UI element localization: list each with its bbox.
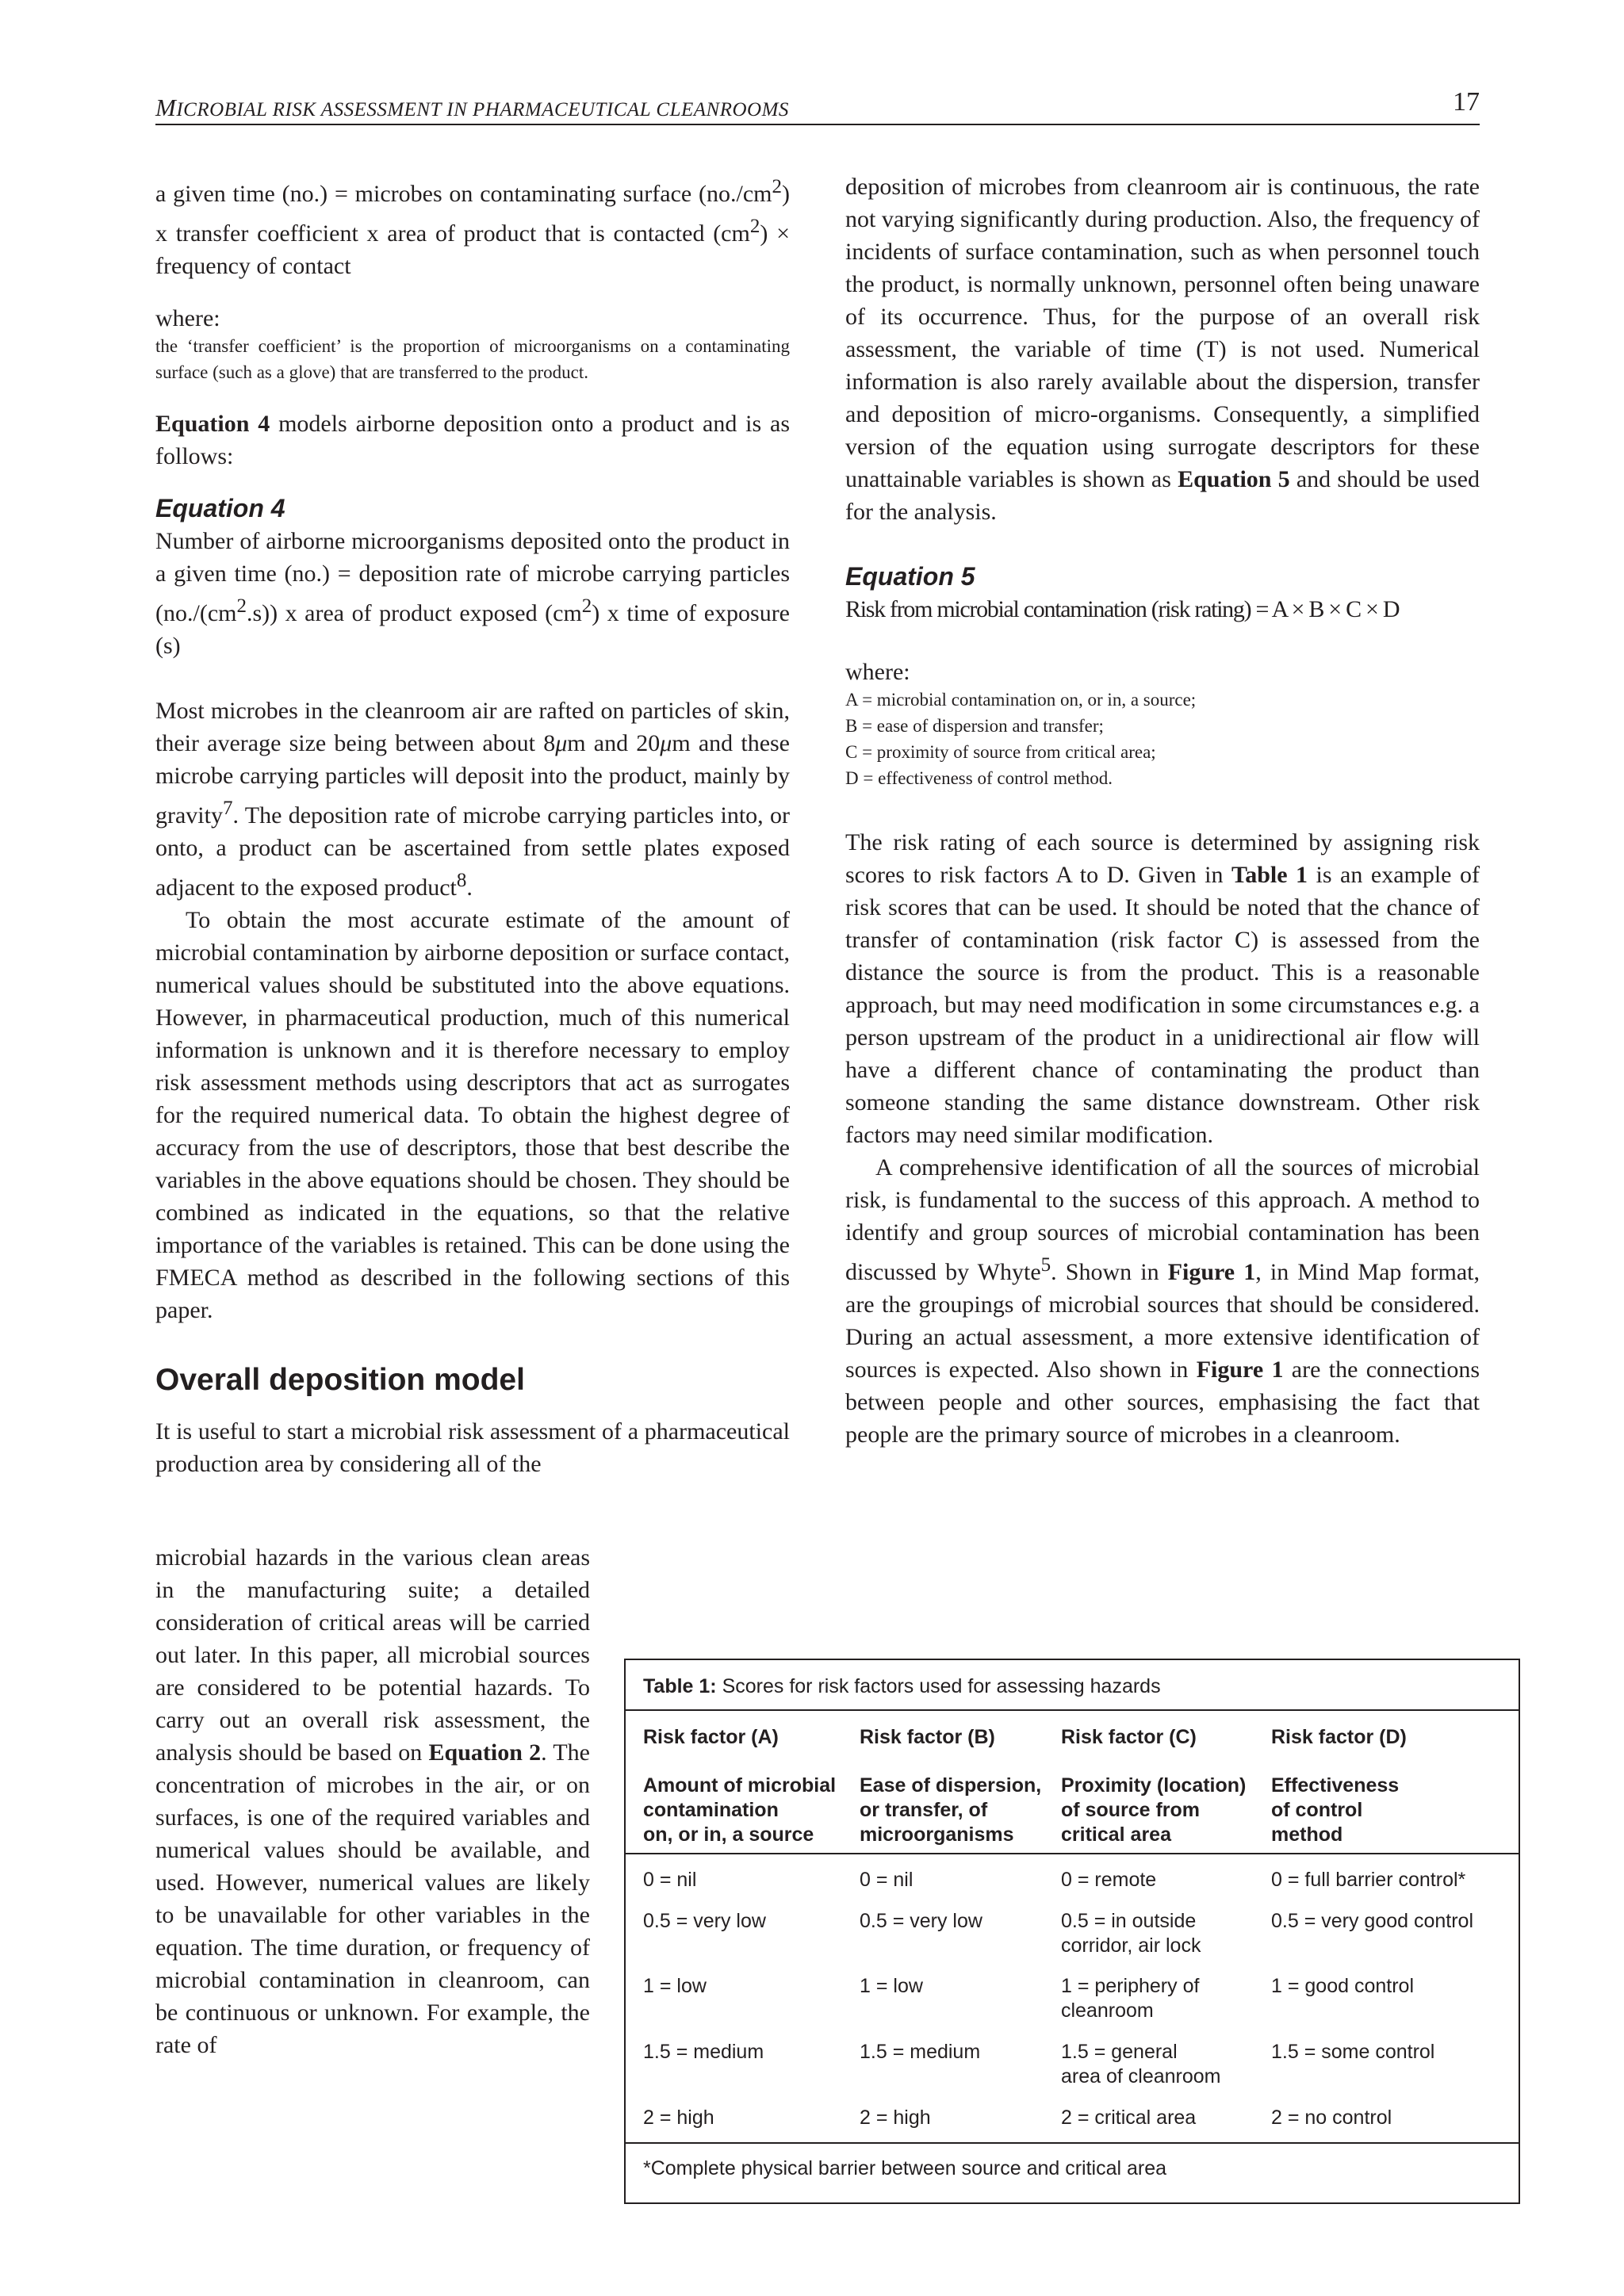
table-rule xyxy=(626,1853,1519,1854)
p1-text-e: . xyxy=(466,874,473,901)
table-cell: 2 = no control xyxy=(1271,2107,1392,2129)
eq4-sup-1: 2 xyxy=(236,595,247,617)
p1-text-c: m and these microbe carrying particles will deposit into the product, mainly by gravity xyxy=(155,730,790,828)
transfer-coefficient-definition: the ‘transfer coefficient’ is the proportion of microorganisms on a contaminating surface (such as a glove) that are transferred to the product. xyxy=(155,336,790,382)
table-cell: 1 = low xyxy=(860,1975,923,1997)
rp1-text-b: and should be used for the analysis. xyxy=(845,466,1480,525)
table-rule xyxy=(626,1709,1519,1711)
paragraph-identification xyxy=(845,1151,1480,1451)
running-title-rest: ICROBIAL RISK ASSESSMENT IN PHARMACEUTICAL CLEANROOMS xyxy=(176,99,789,121)
table-1 xyxy=(624,1659,1520,2204)
eq3-text-b: ) x transfer coefficient x area of product that is contacted (cm xyxy=(155,181,790,247)
equation-5-ref: Equation 5 xyxy=(1178,466,1290,492)
table-cell: 1 = good control xyxy=(1271,1975,1414,1997)
subheader-line: on, or in, a source xyxy=(643,1823,814,1846)
paragraph-risk-rating xyxy=(845,826,1480,1151)
mu-symbol: μ xyxy=(555,730,568,756)
right-column xyxy=(845,170,1480,1451)
p1-text-b: m and 20 xyxy=(567,730,661,756)
table-cell xyxy=(1061,2040,1221,2089)
table-cell: 1.5 = medium xyxy=(860,2041,981,2063)
left-column xyxy=(155,170,790,1480)
table-caption-text: Scores for risk factors used for assessing hazards xyxy=(716,1675,1161,1697)
column-subheader xyxy=(860,1774,1041,1847)
subheader-line: Proximity (location) xyxy=(1061,1774,1247,1797)
column-header: Risk factor (B) xyxy=(860,1726,995,1748)
table-cell: 0 = nil xyxy=(860,1869,914,1891)
table-cell: 0 = nil xyxy=(643,1869,697,1891)
definition-d: D = effectiveness of control method. xyxy=(845,768,1113,788)
table-cell xyxy=(1061,1974,1199,2023)
eq3-text-a: a given time (no.) = microbes on contaminating surface (no./cm xyxy=(155,181,772,207)
p3-text-a: microbial hazards in the various clean areas in the manufacturing suite; a detailed consideration of critical areas will be carried out later. In this paper, all microbial sources are considered to be potential hazards. To carry out an overall risk assessment, the analysis should be based on xyxy=(155,1544,590,1766)
table-rule xyxy=(626,2142,1519,2144)
table-caption xyxy=(643,1674,1161,1699)
rp3-text-b: . Shown in xyxy=(1051,1259,1168,1285)
running-header xyxy=(155,87,1480,125)
cell-line: area of cleanroom xyxy=(1061,2065,1221,2087)
subheader-line: or transfer, of xyxy=(860,1799,988,1821)
section-heading: Overall deposition model xyxy=(155,1363,525,1397)
cell-line: cleanroom xyxy=(1061,1999,1154,2022)
running-title-initial: M xyxy=(155,94,177,121)
cell-line: 0.5 = in outside xyxy=(1061,1910,1197,1932)
paragraph-skin-particles xyxy=(155,695,790,904)
rp1-text-a: deposition of microbes from cleanroom air is continuous, the rate not varying significantly during production. Also, the frequency of incidents of surface contamination, such as when personnel touch the product, is normally unknown, personnel often being unaware of its occurrence. Thus, for the purpose of an overall risk assessment, the variable of time (T) is not used. Numerical information is also rarely available about the dispersion, transfer and deposition of micro-organisms. Consequently, a simplified version of the equation using surrogate descriptors for these unattainable variables is shown as xyxy=(845,174,1480,492)
column-header: Risk factor (D) xyxy=(1271,1726,1407,1748)
cell-line: 1 = periphery of xyxy=(1061,1975,1200,1997)
page-number: 17 xyxy=(1453,87,1480,117)
cell-line: corridor, air lock xyxy=(1061,1934,1201,1957)
table-cell: 0.5 = very low xyxy=(860,1910,982,1932)
rp3-text-c: , in Mind Map format, are the groupings of microbial sources that should be considered. During an actual assessment, a more extensive identification of sources is expected. Also shown in xyxy=(845,1259,1480,1383)
figure-1-ref: Figure 1 xyxy=(1167,1259,1256,1285)
table-cell: 1.5 = medium xyxy=(643,2041,764,2063)
subheader-line: Effectiveness xyxy=(1271,1774,1400,1797)
table-1-ref: Table 1 xyxy=(1231,862,1308,888)
subheader-line: of source from xyxy=(1061,1799,1201,1821)
column-header: Risk factor (A) xyxy=(643,1726,779,1748)
paragraph-overall-deposition-start: It is useful to start a microbial risk assessment of a pharmaceutical production area by considering all of the xyxy=(155,1418,790,1477)
table-cell: 0.5 = very low xyxy=(643,1910,766,1932)
subheader-line: contamination xyxy=(643,1799,779,1821)
paragraph-overall-deposition-continued xyxy=(155,1541,590,2061)
equation-4-intro xyxy=(155,408,790,473)
table-cell: 0.5 = very good control xyxy=(1271,1910,1474,1932)
reference-superscript: 7 xyxy=(222,798,233,819)
cell-line: 1.5 = general xyxy=(1061,2041,1178,2063)
eq4-text-a: Number of airborne microorganisms deposited onto the product in a given time (no.) = deposition rate of microbe carrying particles (no./(cm xyxy=(155,528,790,626)
reference-superscript: 8 xyxy=(456,870,467,891)
eq3-sup-2: 2 xyxy=(749,216,760,237)
table-cell: 2 = high xyxy=(860,2107,931,2129)
column-subheader xyxy=(1271,1774,1399,1847)
subheader-line: of control xyxy=(1271,1799,1363,1821)
figure-1-ref: Figure 1 xyxy=(1196,1357,1284,1383)
p3-text-b: . The concentration of microbes in the air, or on surfaces, is one of the required variables and numerical values should be available, and used. However, numerical values are likely to be unavailable for other variables in the equation. The time duration, or frequency of microbial contamination in cleanroom, can be continuous or unknown. For example, the rate of xyxy=(155,1739,591,2058)
equation-3-continuation xyxy=(155,170,790,282)
equation-4-ref: Equation 4 xyxy=(155,411,270,437)
equation-2-ref: Equation 2 xyxy=(428,1739,542,1766)
table-cell: 2 = critical area xyxy=(1061,2107,1197,2129)
table-cell: 1.5 = some control xyxy=(1271,2041,1435,2063)
p1-text-a: Most microbes in the cleanroom air are rafted on particles of skin, their average size being between about 8 xyxy=(155,698,790,756)
definition-b: B = ease of dispersion and transfer; xyxy=(845,716,1104,736)
eq4-text-b: .s)) x area of product exposed (cm xyxy=(246,600,582,626)
table-cell: 2 = high xyxy=(643,2107,714,2129)
subheader-line: critical area xyxy=(1061,1823,1171,1846)
equation-5-heading: Equation 5 xyxy=(845,562,975,591)
rp2-text-a: The risk rating of each source is determined by assigning risk scores to risk factors A to D. Given in xyxy=(845,829,1480,888)
eq4-sup-2: 2 xyxy=(581,595,592,617)
subheader-line: microorganisms xyxy=(860,1823,1014,1846)
definition-c: C = proximity of source from critical area; xyxy=(845,742,1156,762)
where-label: where: xyxy=(845,659,910,685)
equation-4-intro-text: models airborne deposition onto a product and is as follows: xyxy=(155,411,790,469)
eq3-sup-1: 2 xyxy=(772,176,782,197)
column-header: Risk factor (C) xyxy=(1061,1726,1197,1748)
table-cell: 1 = low xyxy=(643,1975,707,1997)
paragraph-deposition-continuous xyxy=(845,170,1480,528)
definition-a: A = microbial contamination on, or in, a source; xyxy=(845,690,1197,710)
subheader-line: Ease of dispersion, xyxy=(860,1774,1042,1797)
equation-5-formula: Risk from microbial contamination (risk rating) = A × B × C × D xyxy=(845,596,1400,622)
running-title xyxy=(155,94,789,122)
rp3-text-d: are the connections between people and other sources, emphasising the fact that people are the primary source of microbes in a cleanroom. xyxy=(845,1357,1480,1448)
p1-text-d: . The deposition rate of microbe carrying particles into, or onto, a product can be ascertained from settle plates exposed adjacent to the exposed product xyxy=(155,802,790,901)
table-caption-label: Table 1: xyxy=(643,1675,717,1697)
rp3-text-a: A comprehensive identification of all the sources of microbial risk, is fundamental to the success of this approach. A method to identify and group sources of microbial contamination has been discussed by Whyte xyxy=(845,1154,1480,1285)
table-cell: 0 = full barrier control* xyxy=(1271,1869,1466,1891)
table-cell xyxy=(1061,1909,1201,1958)
column-subheader xyxy=(643,1774,836,1847)
eq3-text-c: ) × frequency of contact xyxy=(155,220,790,279)
rp2-text-b: is an example of risk scores that can be used. It should be noted that the chance of transfer of contamination (risk factor C) is assessed from the distance the source is from the product. This is a reasonable approach, but may need modification in some circumstances e.g. a person upstream of the product in a unidirectional air flow will have a different chance of contaminating the product than someone standing the same distance downstream. Other risk factors may need similar modification. xyxy=(845,862,1480,1148)
equation-4-body xyxy=(155,525,790,662)
eq4-text-c: ) x time of exposure (s) xyxy=(155,600,790,659)
column-subheader xyxy=(1061,1774,1246,1847)
table-cell: 0 = remote xyxy=(1061,1869,1157,1891)
where-label: where: xyxy=(155,305,220,331)
table-footnote: *Complete physical barrier between source and critical area xyxy=(643,2157,1167,2179)
subheader-line: method xyxy=(1271,1823,1343,1846)
mu-symbol: μ xyxy=(660,730,672,756)
paragraph-numerical-values: To obtain the most accurate estimate of the amount of microbial contamination by airborne deposition or surface contact, numerical values should be substituted into the above equations. However, in pharmaceutical production, much of this numerical information is unknown and it is therefore necessary to employ risk assessment methods using descriptors that act as surrogates for the required numerical data. To obtain the highest degree of accuracy from the use of descriptors, those that best describe the variables in the above equations should be chosen. They should be combined as indicated in the equations, so that the relative importance of the variables is retained. This can be done using the FMECA method as described in the following sections of this paper. xyxy=(155,907,790,1323)
left-column-narrow xyxy=(155,1541,590,2061)
subheader-line: Amount of microbial xyxy=(643,1774,837,1797)
reference-superscript: 5 xyxy=(1040,1254,1051,1276)
equation-4-heading: Equation 4 xyxy=(155,494,285,522)
